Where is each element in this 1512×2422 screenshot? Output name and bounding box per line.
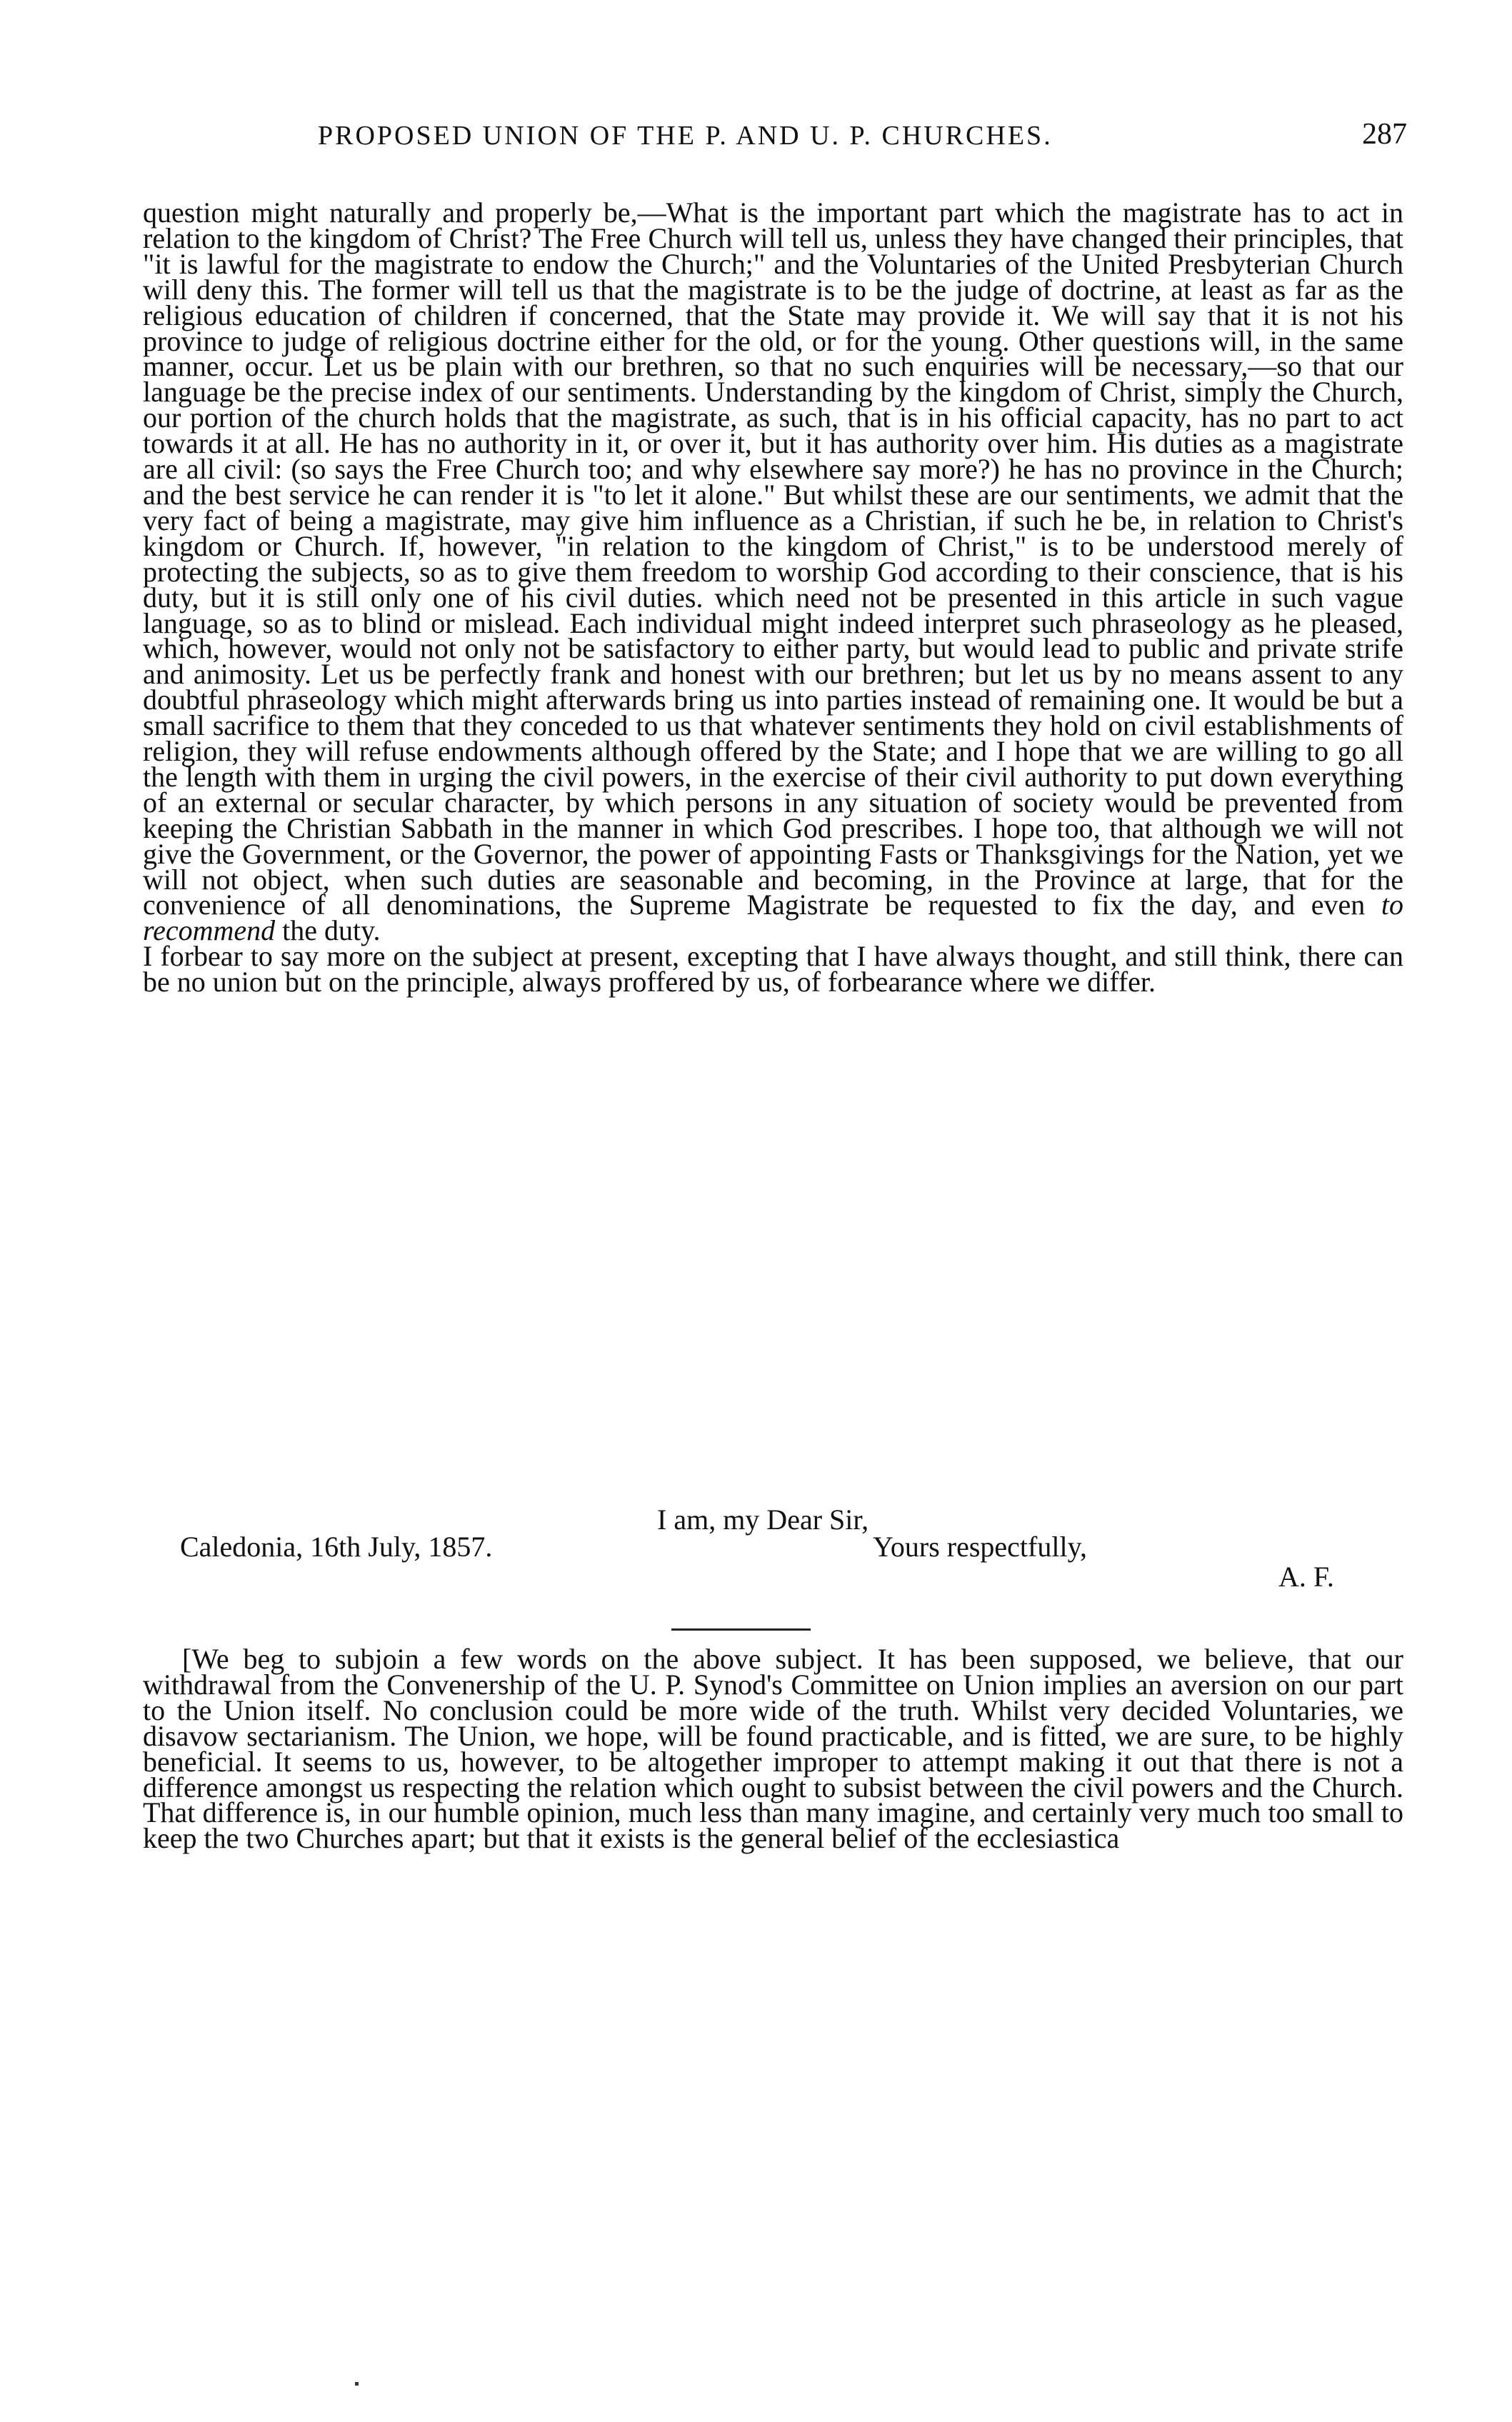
letter-paragraph-1-tail: the duty. bbox=[282, 914, 381, 947]
salutation: I am, my Dear Sir, bbox=[657, 1503, 869, 1536]
letter-body bbox=[143, 196, 1404, 999]
letter-paragraph-2 bbox=[143, 940, 1403, 999]
print-speck bbox=[355, 2382, 359, 2386]
letter-paragraph-1 bbox=[143, 196, 1404, 947]
signature: A. F. bbox=[1278, 1561, 1334, 1593]
place-date: Caledonia, 16th July, 1857. bbox=[180, 1531, 493, 1563]
page-header bbox=[143, 120, 1407, 163]
letter-emphasis: to recommend bbox=[143, 889, 1404, 947]
page-number: 287 bbox=[1362, 118, 1407, 151]
running-title: PROPOSED UNION OF THE P. AND U. P. CHURCHES. bbox=[318, 121, 1053, 151]
section-divider bbox=[671, 1628, 811, 1631]
letter-paragraph-1-text: question might naturally and properly be,—What is the important part which the magistrate has to act in relation to the kingdom of Christ? The Free Church will tell us, unless they have changed their principles, that "it is lawful for the magistrate to endow the Church;" and the Voluntaries of the United Presbyterian Church will deny this. The former will tell us that the magistrate is to be the judge of doctrine, at least as far as the religious education of children if concerned, that the State may provide it. We will say that it is not his province to judge of religious doctrine either for the old, or for the young. Other questions will, in the same manner, occur. Let us be plain with our brethren, so that no such enquiries will be necessary,—so that our language be the precise index of our sentiments. Understanding by the kingdom of Christ, simply the Church, our portion of the church holds that the magistrate, as such, that is in his official capacity, has no part to act towards it at all. He has no authority in it, or over it, but it has authority over him. His duties as a magistrate are all civil: (so says the Free Church too; and why elsewhere say more?) he has no province in the Church; and the best service he can render it is "to let it alone." But whilst these are our sentiments, we admit that the very fact of being a magistrate, may give him influence as a Christian, if such he be, in relation to Christ's kingdom or Church. If, however, "in relation to the kingdom of Christ," is to be understood merely of protecting the subjects, so as to give them freedom to worship God according to their conscience, that is his duty, but it is still only one of his civil duties. which need not be presented in this article in such vague language, so as to blind or mislead. Each individual might indeed interpret such phraseology as he pleased, which, however, would not only not be satisfactory to either party, but would lead to public and private strife and animosity. Let us be perfectly frank and honest with our brethren; but let us by no means assent to any doubtful phraseology which might afterwards bring us into parties instead of remaining one. It would be but a small sacrifice to them that they conceded to us that whatever sentiments they hold on civil establishments of religion, they will refuse endowments although offered by the State; and I hope that we are willing to go all the length with them in urging the civil powers, in the exercise of their civil authority to put down everything of an external or secular character, by which persons in any situation of society would be prevented from keeping the Christian Sabbath in the manner in which God prescribes. I hope too, that although we will not give the Government, or the Governor, the power of appointing Fasts or Thanksgivings for the Nation, yet we will not object, when such duties are seasonable and becoming, in the Province at large, that for the convenience of all denominations, the Supreme Magistrate be requested to fix the day, and even bbox=[143, 196, 1403, 921]
editor-note bbox=[143, 1643, 1403, 1855]
editor-note-paragraph: [We beg to subjoin a few words on the above subject. It has been supposed, we believe, that our withdrawal from the Convenership of the U. P. Synod's Committee on Union implies an aversion on our part to the Union itself. No conclusion could be more wide of the truth. Whilst very decided Voluntaries, we disavow sectarianism. The Union, we hope, will be found practicable, and is fitted, we are sure, to be highly beneficial. It seems to us, however, to be altogether improper to attempt making it out that there is not a difference amongst us respecting the relation which ought to subsist between the civil powers and the Church. That difference is, in our humble opinion, much less than many imagine, and certainly very much too small to keep the two Churches apart; but that it exists is the general belief of the ecclesiastica bbox=[143, 1643, 1403, 1855]
valediction: Yours respectfully, bbox=[873, 1531, 1087, 1563]
letter-paragraph-2-text: I forbear to say more on the subject at present, excepting that I have always thought, and still think, there can be no union but on the principle, always proffered by us, of forbearance where we differ. bbox=[143, 940, 1403, 999]
